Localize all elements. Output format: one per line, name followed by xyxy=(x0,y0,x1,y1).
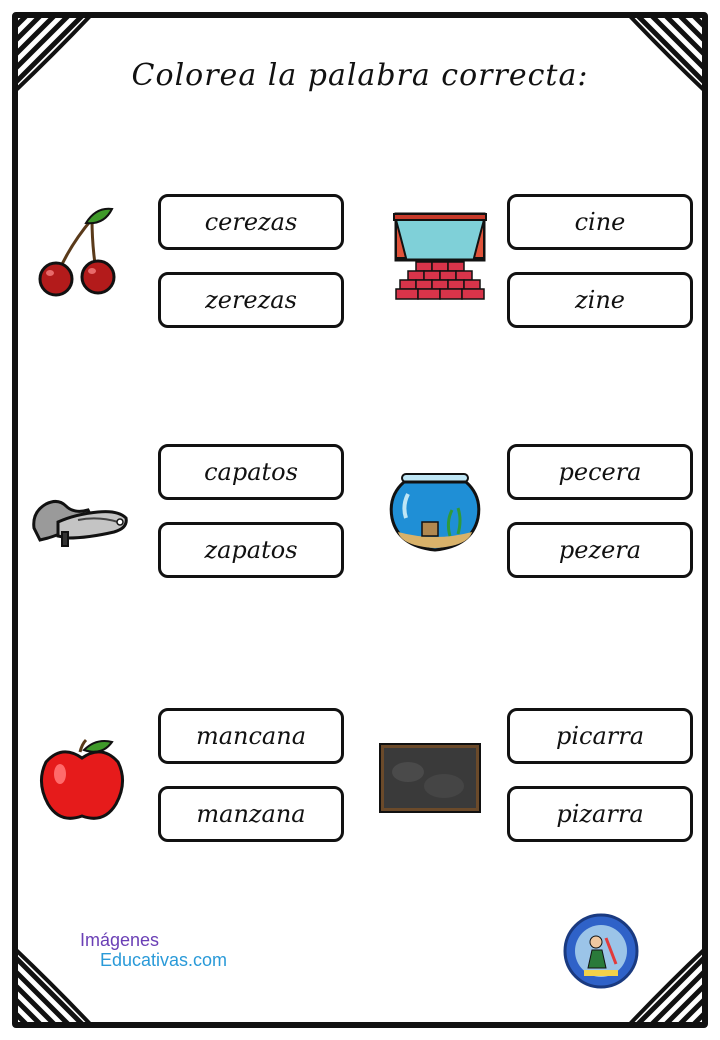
option-box[interactable]: pezera xyxy=(507,522,693,578)
chalkboard-icon xyxy=(378,742,482,814)
brand-line-2: Educativas.com xyxy=(100,950,228,970)
cinema-stage-icon xyxy=(392,212,488,304)
seal-logo xyxy=(562,912,640,990)
worksheet-title: Colorea la palabra correcta: xyxy=(131,58,589,93)
option-box[interactable]: mancana xyxy=(158,708,344,764)
option-box[interactable]: zine xyxy=(507,272,693,328)
option-box[interactable]: pecera xyxy=(507,444,693,500)
option-box[interactable]: cine xyxy=(507,194,693,250)
option-box[interactable]: zapatos xyxy=(158,522,344,578)
option-box[interactable]: pizarra xyxy=(507,786,693,842)
cherry-icon xyxy=(36,205,120,300)
brand-logo xyxy=(80,930,227,970)
option-box[interactable]: capatos xyxy=(158,444,344,500)
shoes-icon xyxy=(28,488,132,548)
option-box[interactable]: cerezas xyxy=(158,194,344,250)
option-box[interactable]: picarra xyxy=(507,708,693,764)
fishbowl-icon xyxy=(388,472,482,554)
option-box[interactable]: manzana xyxy=(158,786,344,842)
apple-icon xyxy=(38,738,126,824)
option-box[interactable]: zerezas xyxy=(158,272,344,328)
brand-line-1: Imágenes xyxy=(80,930,160,950)
